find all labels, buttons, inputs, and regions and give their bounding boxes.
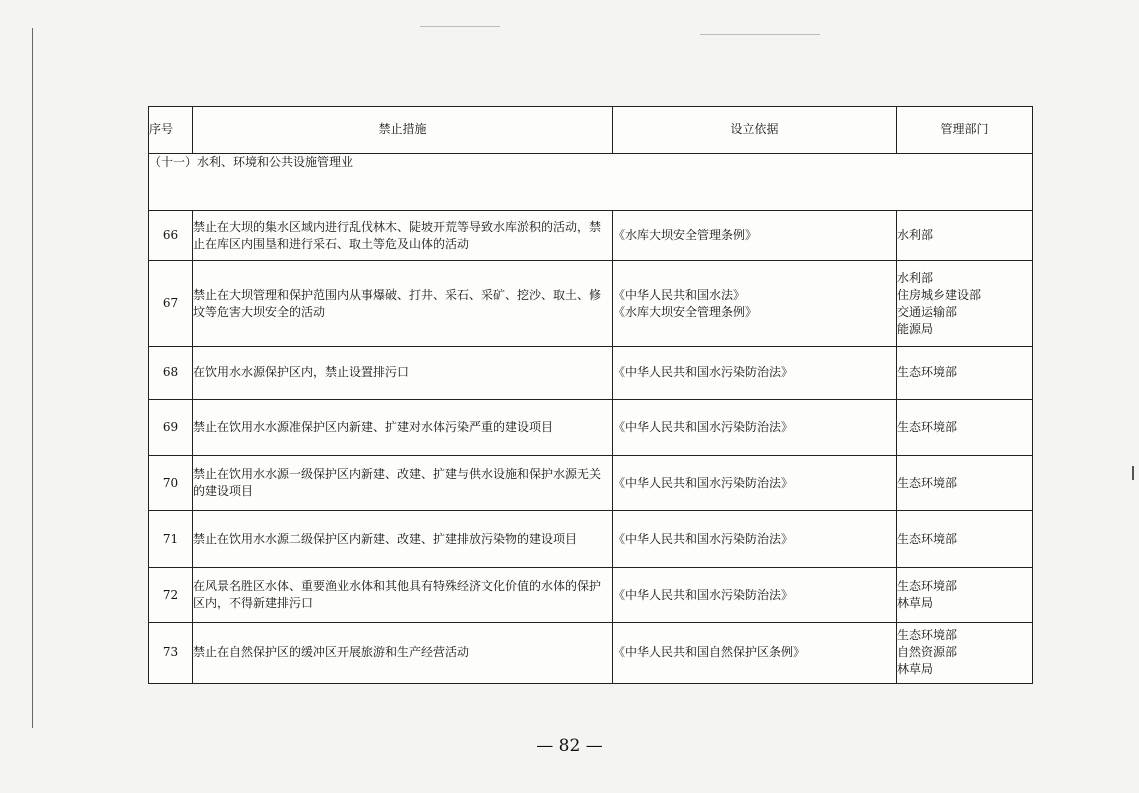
table-row — [149, 210, 1033, 261]
scan-left-edge — [32, 28, 33, 728]
row-number: 70 — [149, 456, 193, 511]
row-measure: 禁止在自然保护区的缓冲区开展旅游和生产经营活动 — [193, 622, 613, 683]
row-basis — [613, 261, 897, 346]
category-title: （十一）水利、环境和公共设施管理业 — [149, 153, 1033, 210]
basis-line: 《水库大坝安全管理条例》 — [613, 228, 758, 242]
table-row — [149, 622, 1033, 683]
dept-line: 能源局 — [897, 321, 934, 336]
row-dept — [897, 511, 1033, 568]
table-row — [149, 511, 1033, 568]
dept-line: 生态环境部 — [897, 579, 958, 594]
header-measure: 禁止措施 — [193, 107, 613, 154]
dept-line: 林草局 — [897, 662, 934, 677]
dept-line: 自然资源部 — [897, 645, 958, 660]
row-number: 68 — [149, 346, 193, 399]
row-measure: 禁止在饮用水水源一级保护区内新建、改建、扩建与供水设施和保护水源无关的建设项目 — [193, 456, 613, 511]
row-measure: 在饮用水水源保护区内，禁止设置排污口 — [193, 346, 613, 399]
dept-line: 水利部 — [897, 270, 934, 285]
row-dept — [897, 622, 1033, 683]
dept-line: 交通运输部 — [897, 304, 958, 319]
row-measure: 在风景名胜区水体、重要渔业水体和其他具有特殊经济文化价值的水体的保护区内，不得新建排污口 — [193, 568, 613, 623]
dept-line: 生态环境部 — [897, 419, 958, 434]
row-basis — [613, 399, 897, 456]
row-number: 71 — [149, 511, 193, 568]
dept-line: 生态环境部 — [897, 531, 958, 546]
row-measure: 禁止在大坝的集水区域内进行乱伐林木、陡坡开荒等导致水库淤积的活动，禁止在库区内围垦和进行采石、取土等危及山体的活动 — [193, 210, 613, 261]
row-basis — [613, 456, 897, 511]
row-measure: 禁止在饮用水水源二级保护区内新建、改建、扩建排放污染物的建设项目 — [193, 511, 613, 568]
table-row — [149, 456, 1033, 511]
table-header-row — [149, 107, 1033, 154]
row-measure: 禁止在大坝管理和保护范围内从事爆破、打井、采石、采矿、挖沙、取土、修坟等危害大坝安全的活动 — [193, 261, 613, 346]
page-number: — 82 — — [536, 736, 603, 756]
header-dept: 管理部门 — [897, 107, 1033, 154]
row-basis — [613, 210, 897, 261]
table-row — [149, 399, 1033, 456]
dept-line: 生态环境部 — [897, 365, 958, 380]
row-dept — [897, 261, 1033, 346]
table-row — [149, 568, 1033, 623]
dept-line: 生态环境部 — [897, 475, 958, 490]
row-basis — [613, 568, 897, 623]
row-dept — [897, 456, 1033, 511]
scan-artifact — [1132, 466, 1134, 480]
dept-line: 住房城乡建设部 — [897, 287, 982, 302]
dept-line: 生态环境部 — [897, 628, 958, 643]
table-row — [149, 346, 1033, 399]
row-dept — [897, 568, 1033, 623]
row-number: 67 — [149, 261, 193, 346]
basis-line: 《中华人民共和国水污染防治法》 — [613, 419, 794, 434]
category-row — [149, 153, 1033, 210]
dept-line: 水利部 — [897, 228, 934, 242]
header-no: 序号 — [149, 107, 193, 154]
basis-line: 《中华人民共和国自然保护区条例》 — [613, 645, 806, 660]
row-basis — [613, 511, 897, 568]
row-number: 73 — [149, 622, 193, 683]
table-row — [149, 261, 1033, 346]
scan-artifact — [420, 26, 500, 27]
row-dept — [897, 210, 1033, 261]
scan-artifact — [700, 34, 820, 35]
row-measure: 禁止在饮用水水源准保护区内新建、扩建对水体污染严重的建设项目 — [193, 399, 613, 456]
basis-line: 《水库大坝安全管理条例》 — [613, 304, 758, 319]
basis-line: 《中华人民共和国水法》 — [613, 287, 746, 302]
row-dept — [897, 399, 1033, 456]
row-number: 69 — [149, 399, 193, 456]
header-basis: 设立依据 — [613, 107, 897, 154]
dept-line: 林草局 — [897, 596, 934, 611]
row-number: 72 — [149, 568, 193, 623]
row-basis — [613, 346, 897, 399]
row-dept — [897, 346, 1033, 399]
row-basis — [613, 622, 897, 683]
basis-line: 《中华人民共和国水污染防治法》 — [613, 475, 794, 490]
basis-line: 《中华人民共和国水污染防治法》 — [613, 587, 794, 602]
basis-line: 《中华人民共和国水污染防治法》 — [613, 365, 794, 380]
basis-line: 《中华人民共和国水污染防治法》 — [613, 531, 794, 546]
row-number: 66 — [149, 210, 193, 261]
prohibition-table — [148, 106, 1033, 684]
